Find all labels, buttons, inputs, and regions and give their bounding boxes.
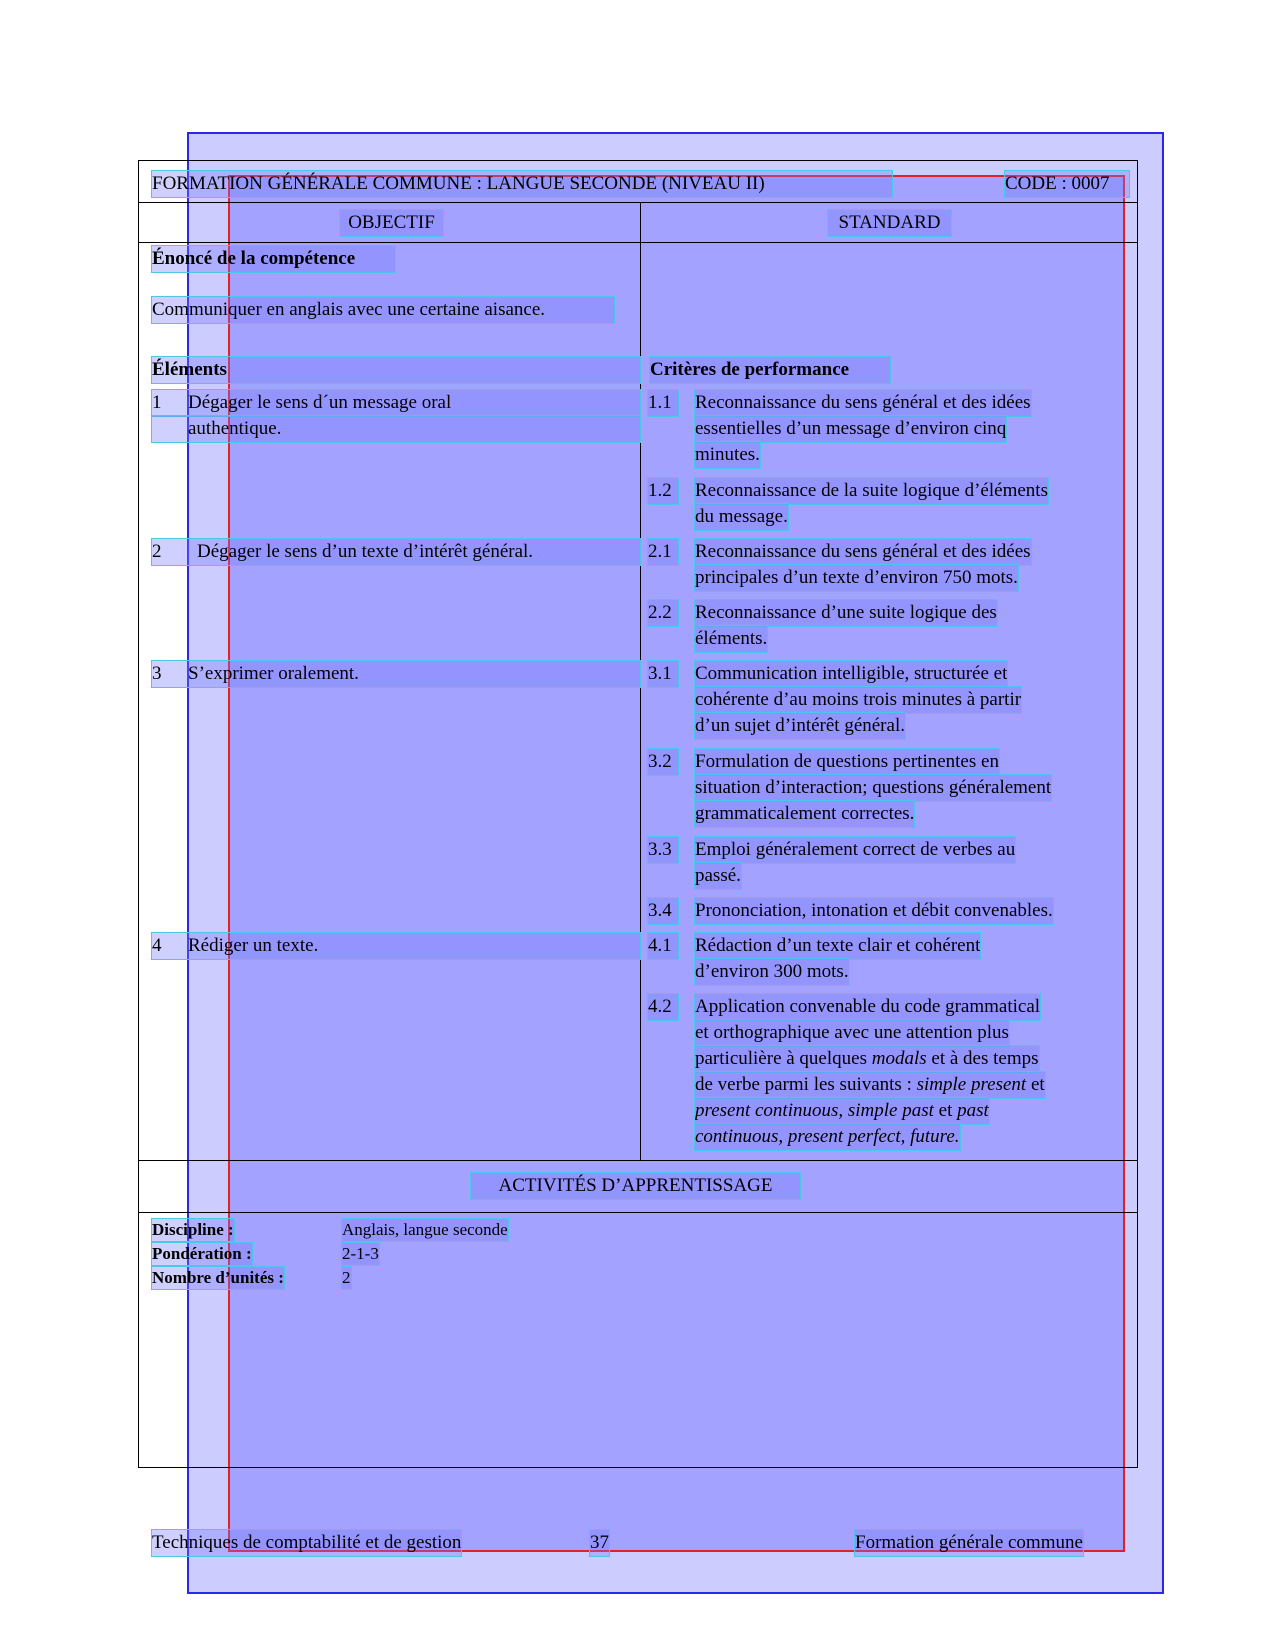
text-run-italic: present continuous, simple past	[695, 1100, 934, 1121]
criterion-number: 3.4	[648, 898, 678, 924]
discipline-value: Anglais, langue seconde	[342, 1220, 508, 1239]
footer-page-number: 37	[590, 1530, 609, 1556]
criterion-text: du message.	[695, 504, 788, 530]
text-run-italic: past	[957, 1100, 989, 1121]
element-row-continued	[152, 416, 640, 442]
criterion-text	[695, 1046, 1039, 1072]
competence-heading: Énoncé de la compétence	[152, 246, 395, 272]
criterion-text: essentielles d’un message d’environ cinq	[695, 416, 1006, 442]
header-code: CODE : 0007	[1005, 171, 1129, 197]
criterion-number: 1.2	[648, 478, 678, 504]
criterion-number: 4.2	[648, 994, 678, 1020]
text-run: et	[1026, 1074, 1045, 1095]
criterion-number: 4.1	[648, 933, 678, 959]
text-run-italic: simple present	[916, 1074, 1027, 1095]
element-text: Rédiger un texte.	[188, 935, 319, 956]
units-value: 2	[342, 1268, 351, 1287]
activities-heading: ACTIVITÉS D’APPRENTISSAGE	[471, 1173, 800, 1199]
element-number: 3	[152, 663, 162, 684]
criterion-text: Application convenable du code grammatical	[695, 994, 1040, 1020]
criteria-heading: Critères de performance	[650, 357, 890, 383]
element-text: Dégager le sens d´un message oral	[188, 392, 452, 413]
criterion-text: cohérente d’au moins trois minutes à partir	[695, 687, 1021, 713]
criterion-number: 2.1	[648, 539, 678, 565]
criterion-text: Emploi généralement correct de verbes au	[695, 837, 1015, 863]
column-heading-standard: STANDARD	[828, 210, 951, 236]
divider	[138, 202, 1138, 203]
criterion-text: Rédaction d’un texte clair et cohérent	[695, 933, 980, 959]
column-heading-objectif: OBJECTIF	[340, 210, 443, 236]
competence-text: Communiquer en anglais avec une certaine aisance.	[152, 297, 614, 323]
text-run: de verbe parmi les suivants :	[695, 1074, 917, 1095]
criterion-text: principales d’un texte d’environ 750 mots.	[695, 565, 1018, 591]
criterion-text: Communication intelligible, structurée et	[695, 661, 1007, 687]
criterion-text: continuous, present perfect, future.	[695, 1124, 960, 1150]
element-row	[152, 933, 640, 959]
element-text: Dégager le sens d’un texte d’intérêt général.	[197, 541, 534, 562]
criterion-text: Reconnaissance de la suite logique d’éléments	[695, 478, 1048, 504]
criterion-number: 2.2	[648, 600, 678, 626]
criterion-text: Reconnaissance du sens général et des idées	[695, 390, 1031, 416]
element-row	[152, 661, 640, 687]
element-number: 4	[152, 935, 162, 956]
ponderation-value: 2-1-3	[342, 1244, 379, 1263]
criterion-text	[695, 1098, 989, 1124]
text-run: particulière à quelques	[695, 1048, 872, 1069]
criterion-text: éléments.	[695, 626, 767, 652]
criterion-text: et orthographique avec une attention plus	[695, 1020, 1009, 1046]
criterion-text: Prononciation, intonation et débit convenables.	[695, 898, 1053, 924]
elements-heading: Éléments	[152, 357, 640, 383]
text-run-italic: modals	[871, 1048, 927, 1069]
element-text: authentique.	[188, 418, 282, 439]
criterion-text: Formulation de questions pertinentes en	[695, 749, 999, 775]
discipline-label: Discipline :	[152, 1220, 234, 1239]
criterion-text: grammaticalement correctes.	[695, 801, 914, 827]
criterion-text: d’un sujet d’intérêt général.	[695, 713, 905, 739]
element-number: 1	[152, 392, 162, 413]
text-run: et	[933, 1100, 958, 1121]
header-title: FORMATION GÉNÉRALE COMMUNE : LANGUE SECONDE (NIVEAU II)	[152, 171, 892, 197]
text-run: et à des temps	[926, 1048, 1039, 1069]
criterion-number: 3.2	[648, 749, 678, 775]
divider	[138, 242, 1138, 243]
ponderation-label: Pondération :	[152, 1244, 252, 1263]
column-divider	[640, 202, 641, 1160]
criterion-text: Reconnaissance d’une suite logique des	[695, 600, 997, 626]
criterion-text	[695, 1072, 1045, 1098]
element-row	[152, 390, 640, 416]
criterion-text: d’environ 300 mots.	[695, 959, 849, 985]
divider	[138, 1212, 1138, 1213]
criterion-number: 3.3	[648, 837, 678, 863]
criterion-number: 3.1	[648, 661, 678, 687]
criterion-text: Reconnaissance du sens général et des idées	[695, 539, 1031, 565]
criterion-number: 1.1	[648, 390, 678, 416]
footer-left: Techniques de comptabilité et de gestion	[152, 1530, 461, 1556]
criterion-text: situation d’interaction; questions généralement	[695, 775, 1051, 801]
element-number: 2	[152, 541, 162, 562]
criterion-text: minutes.	[695, 442, 760, 468]
footer-right: Formation générale commune	[855, 1530, 1083, 1556]
criterion-text: passé.	[695, 863, 741, 889]
element-text: S’exprimer oralement.	[188, 663, 359, 684]
divider	[138, 1160, 1138, 1161]
units-label: Nombre d’unités :	[152, 1268, 284, 1287]
element-row	[152, 539, 640, 565]
